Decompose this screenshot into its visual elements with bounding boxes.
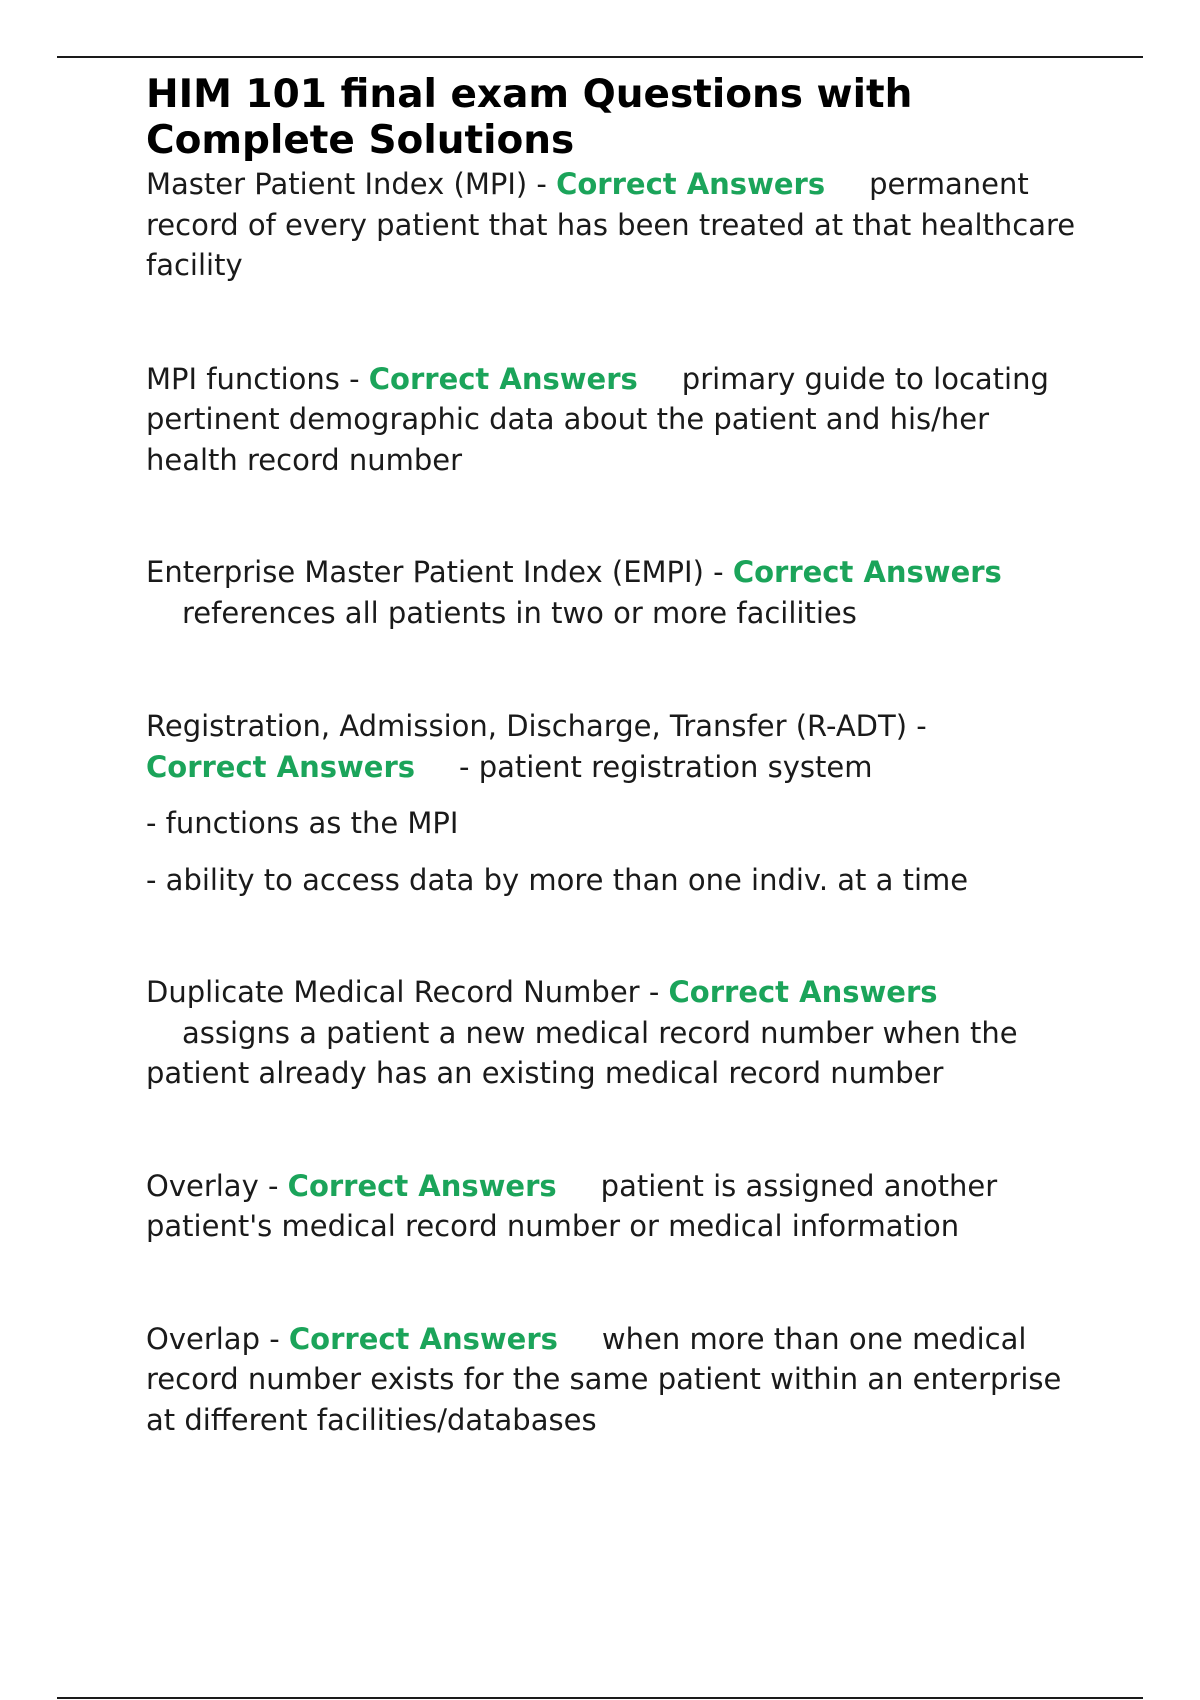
qa-item xyxy=(146,1319,1076,1441)
answer-text: patient is assigned another patient's medical record number or medical information xyxy=(146,1168,998,1243)
document-title: HIM 101 final exam Questions with Complete Solutions xyxy=(146,72,913,163)
answer-tag: Correct Answers xyxy=(556,167,826,201)
answer-tag: Correct Answers xyxy=(368,361,638,396)
qa-item xyxy=(146,1166,1076,1247)
answer-tag: Correct Answers xyxy=(288,1321,558,1356)
question-term: MPI functions - xyxy=(146,361,360,396)
question-term: Overlap - xyxy=(146,1321,280,1356)
qa-item xyxy=(146,706,1076,787)
answer-tag: Correct Answers xyxy=(287,1168,557,1203)
answer-text: references all patients in two or more facilities xyxy=(182,595,857,630)
question-term: Duplicate Medical Record Number - xyxy=(146,975,660,1009)
answer-text: permanent record of every patient that has been treated at that healthcare facility xyxy=(146,167,1076,282)
qa-item xyxy=(146,164,1076,286)
qa-item xyxy=(146,552,1076,633)
document-body xyxy=(146,72,1076,1440)
qa-item xyxy=(146,972,1076,1094)
answer-bullet: - functions as the MPI xyxy=(146,806,459,840)
answer-text: when more than one medical record number exists for the same patient within an enterprise at different facilities/databases xyxy=(146,1321,1062,1437)
question-term: Registration, Admission, Discharge, Transfer (R-ADT) - xyxy=(146,709,927,743)
top-rule xyxy=(57,56,1143,58)
qa-item xyxy=(146,359,1076,481)
question-term: Enterprise Master Patient Index (EMPI) - xyxy=(146,555,724,589)
bottom-rule xyxy=(57,1697,1143,1699)
answer-text: primary guide to locating pertinent demographic data about the patient and his/her health record number xyxy=(146,361,1049,477)
answer-text: assigns a patient a new medical record number when the patient already has an existing medical record number xyxy=(146,1015,1018,1090)
answer-tag: Correct Answers xyxy=(732,555,1002,589)
answer-bullet: - ability to access data by more than one indiv. at a time xyxy=(146,862,969,897)
answer-tag: Correct Answers xyxy=(668,975,938,1009)
answer-tag: Correct Answers xyxy=(146,749,416,784)
answer-text: - patient registration system xyxy=(459,749,873,784)
question-term: Overlay - xyxy=(146,1168,279,1203)
question-term: Master Patient Index (MPI) - xyxy=(146,167,547,201)
